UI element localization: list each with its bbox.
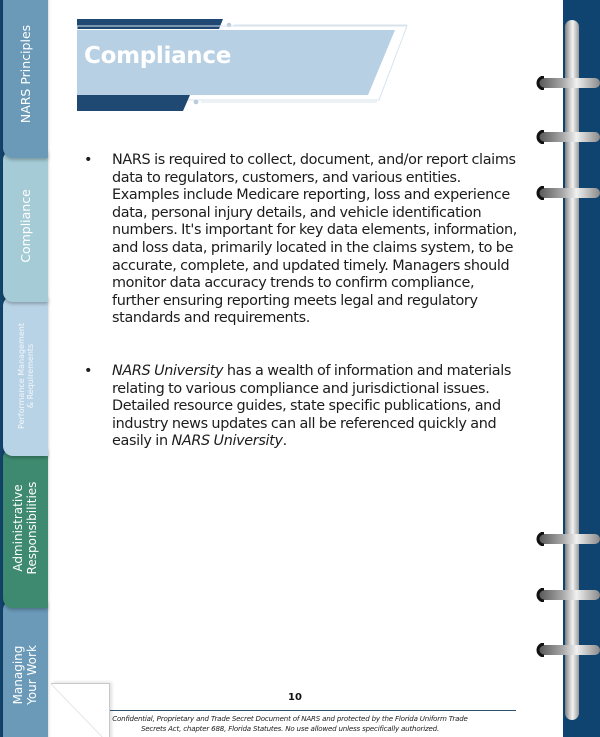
confidentiality-line-1: Confidential, Proprietary and Trade Secret Document of NARS and protected by the Florida Uniform Trade xyxy=(112,714,468,723)
tab-compliance[interactable] xyxy=(3,150,48,302)
tab-label-line: Managing xyxy=(10,645,25,705)
banner-top-stripe xyxy=(77,19,223,29)
tab-label-line: NARS Principles xyxy=(17,24,33,124)
binder-ring-icon xyxy=(532,186,600,200)
tab-label-line: Your Work xyxy=(24,645,39,705)
bullet-item xyxy=(84,363,524,451)
tab-administrative-responsibilities[interactable] xyxy=(3,448,48,608)
bullet-icon: • xyxy=(84,362,93,379)
tab-label xyxy=(18,189,32,263)
bullet-text-middle: has a wealth of information and materials relating to various compliance and jurisdictional issues. Detailed resource guides, state specific publications, and industry news updates can all be referenced quickly and easily in xyxy=(112,362,512,450)
tab-label-line: Administrative xyxy=(10,484,25,572)
tab-label-line: & Requirements xyxy=(25,343,35,409)
banner-dot-top xyxy=(227,23,232,28)
nars-university-emphasis: NARS University xyxy=(112,362,224,379)
nars-university-emphasis: NARS University xyxy=(171,433,283,450)
bullet-text: NARS is required to collect, document, and/or report claims data to regulators, customers, and various entities. Examples include Medicare reporting, loss and experience data, personal injury details, and vehicle identification numbers. It's important for key data elements, information, and loss data, primarily located in the claims system, to be accurate, complete, and updated timely. Managers should monitor data accuracy trends to confirm compliance, further ensuring reporting meets legal and regulatory standards and requirements. xyxy=(112,152,517,327)
bullet-icon: • xyxy=(84,152,93,168)
binder-ring-bar xyxy=(565,20,579,720)
tab-label xyxy=(12,482,40,575)
banner-dot-bottom xyxy=(194,100,199,105)
tab-performance-management[interactable] xyxy=(3,296,48,456)
confidentiality-notice xyxy=(100,714,480,734)
tab-label xyxy=(16,323,34,429)
banner-bottom-stripe xyxy=(77,95,190,111)
bullet-text xyxy=(112,363,524,451)
tab-label xyxy=(12,645,40,705)
binder-ring-icon xyxy=(532,588,600,602)
binder-ring-icon xyxy=(532,76,600,90)
tab-label xyxy=(18,25,32,123)
binder-ring-icon xyxy=(532,643,600,657)
content-body xyxy=(84,152,524,451)
page-title: Compliance xyxy=(84,43,232,69)
tab-label-line: Compliance xyxy=(17,189,33,263)
page-number: 10 xyxy=(288,692,302,703)
tab-label-line: Responsibilities xyxy=(24,481,39,575)
tab-nars-principles[interactable] xyxy=(3,0,48,158)
footer-divider xyxy=(110,710,516,711)
tab-label-line: Performance Management xyxy=(16,323,26,429)
confidentiality-line-2: Secrets Act, chapter 688, Florida Statutes. No use allowed unless specifically authorized. xyxy=(140,724,440,733)
bullet-item xyxy=(84,152,524,328)
bullet-text-end: . xyxy=(282,433,287,450)
tab-managing-your-work[interactable] xyxy=(3,600,48,737)
binder-ring-icon xyxy=(532,130,600,144)
binder-ring-icon xyxy=(532,532,600,546)
